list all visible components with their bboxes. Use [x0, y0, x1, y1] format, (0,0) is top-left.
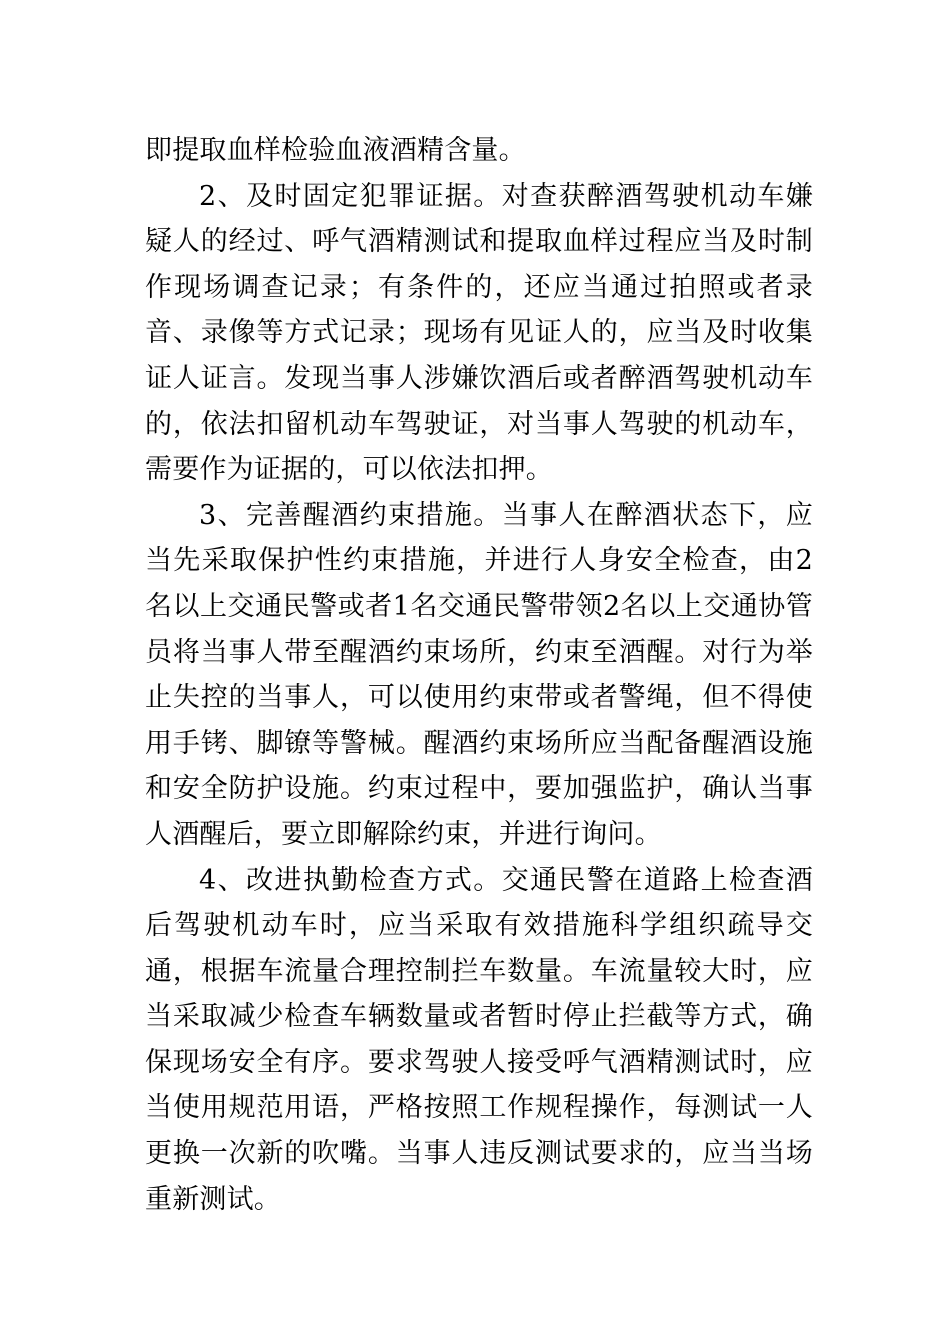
paragraph-evidence: 2、及时固定犯罪证据。对查获醉酒驾驶机动车嫌疑人的经过、呼气酒精测试和提取血样过程应当及时制作现场调查记录；有条件的，还应当通过拍照或者录音、录像等方式记录；现场有见证人的，应当及时收集证人证言。发现当事人涉嫌饮酒后或者醉酒驾驶机动车的，依法扣留机动车驾驶证，对当事人驾驶的机动车，需要作为证据的，可以依法扣押。 [145, 180, 813, 486]
paragraph-restraint: 3、完善醒酒约束措施。当事人在醉酒状态下，应当先采取保护性约束措施，并进行人身安全检查，由2名以上交通民警或者1名交通民警带领2名以上交通协管员将当事人带至醒酒约束场所，约束至酒醒。对行为举止失控的当事人，可以使用约束带或者警绳，但不得使用手铐、脚镣等警械。醒酒约束场所应当配备醒酒设施和安全防护设施。约束过程中，要加强监护，确认当事人酒醒后，要立即解除约束，并进行询问。 [145, 499, 813, 850]
paragraph-continuation: 即提取血样检验血液酒精含量。 [145, 135, 526, 166]
document-body [145, 128, 813, 1222]
paragraph-inspection: 4、改进执勤检查方式。交通民警在道路上检查酒后驾驶机动车时，应当采取有效措施科学组织疏导交通，根据车流量合理控制拦车数量。车流量较大时，应当采取减少检查车辆数量或者暂时停止拦截等方式，确保现场安全有序。要求驾驶人接受呼气酒精测试时，应当使用规范用语，严格按照工作规程操作，每测试一人更换一次新的吹嘴。当事人违反测试要求的，应当当场重新测试。 [145, 864, 813, 1215]
